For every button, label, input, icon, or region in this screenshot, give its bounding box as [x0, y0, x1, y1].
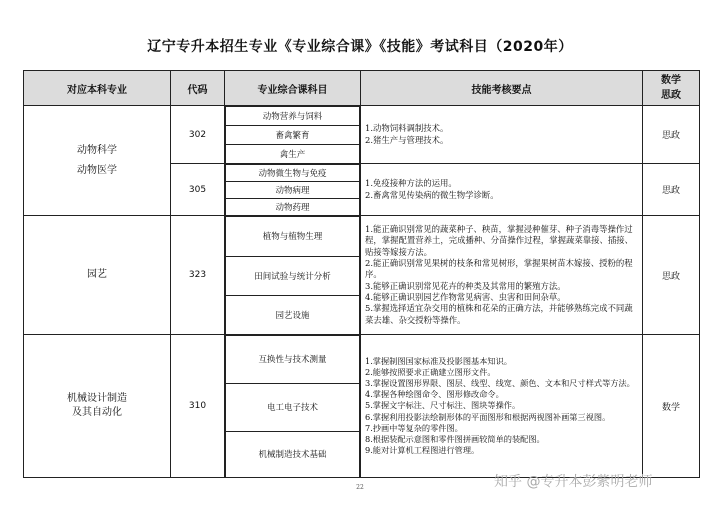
courses-cell — [225, 335, 361, 478]
course-item: 动物微生物与免疫 — [226, 165, 360, 182]
skill-item: 2.猪生产与管理技术。 — [365, 134, 449, 145]
skill-item: 3.掌握设置图形界限、图层、线型、线宽、颜色、文本和尺寸样式等方法。 — [365, 377, 635, 388]
major-name: 动物科学 — [77, 144, 117, 156]
watermark: 知乎 @专升本彭紫明老师 — [494, 474, 653, 490]
page-title: 辽宁专升本招生专业《专业综合课》《技能》考试科目（2020年） — [147, 39, 573, 55]
skill-item: 1.免疫接种方法的运用。 — [365, 178, 457, 189]
major-cell — [24, 216, 171, 335]
table-row — [24, 335, 700, 478]
math-cell: 思政 — [643, 216, 700, 335]
courses-cell — [225, 164, 361, 216]
skill-item: 6.掌握利用投影法绘制形体的平面图形和根据两视图补画第三视图。 — [365, 411, 611, 422]
course-item: 动物营养与饲料 — [226, 107, 360, 126]
skill-item: 5.掌握文字标注、尺寸标注、图块等操作。 — [365, 400, 521, 411]
math-cell: 思政 — [643, 106, 700, 164]
course-item: 禽生产 — [226, 145, 360, 163]
skills-cell — [361, 216, 643, 335]
skill-item: 7.抄画中等复杂的零件图。 — [365, 422, 463, 433]
major-name: 园艺 — [87, 269, 107, 280]
skill-item: 5.掌握选择适宜杂交用的植株和花朵的正确方法，并能够熟练完成不同蔬菜去雄、杂交授粉等操作。 — [365, 303, 633, 325]
skill-item: 8.根据装配示意图和零件图拼画较简单的装配图。 — [365, 434, 545, 444]
header-major: 对应本科专业 — [24, 71, 171, 106]
major-cell — [24, 335, 171, 478]
course-item: 田间试验与统计分析 — [226, 256, 360, 296]
table-header-row — [24, 71, 700, 106]
major-cell — [24, 106, 171, 216]
table-row — [24, 106, 700, 164]
skills-cell — [361, 164, 643, 216]
course-item: 畜禽繁育 — [226, 126, 360, 145]
skills-cell — [361, 106, 643, 164]
skill-item: 1.掌握制图国家标准及投影图基本知识。 — [365, 355, 512, 366]
skill-item: 3.能够正确识别常见花卉的种类及其常用的繁殖方法。 — [365, 280, 566, 291]
courses-cell — [225, 106, 361, 164]
skill-item: 4.掌握各种绘图命令、图形修改命令。 — [365, 389, 504, 400]
skill-item: 2.能正确识别常见果树的枝条和常见树形，掌握果树苗木嫁接、授粉的程序。 — [365, 258, 633, 280]
course-item: 机械制造技术基础 — [226, 431, 360, 477]
skill-item: 9.能对计算机工程图进行管理。 — [365, 445, 480, 456]
skill-item: 2.能够按照要求正确建立图形文件。 — [365, 366, 496, 377]
math-cell: 数学 — [643, 335, 700, 478]
skill-item: 1.动物饲料调制技术。 — [365, 123, 449, 134]
course-item: 动物病理 — [226, 182, 360, 199]
course-item: 动物药理 — [226, 199, 360, 215]
header-courses: 专业综合课科目 — [225, 71, 361, 106]
course-item: 互换性与技术测量 — [226, 336, 360, 384]
page-number: 22 — [356, 484, 364, 491]
math-cell: 思政 — [643, 164, 700, 216]
course-item: 植物与植物生理 — [226, 217, 360, 257]
header-code: 代码 — [171, 71, 225, 106]
code-cell: 305 — [171, 164, 225, 216]
course-item: 园艺设施 — [226, 296, 360, 334]
code-cell: 302 — [171, 106, 225, 164]
course-item: 电工电子技术 — [226, 383, 360, 431]
header-math: 数学 思政 — [643, 71, 700, 106]
courses-cell — [225, 216, 361, 335]
header-skills: 技能考核要点 — [361, 71, 643, 106]
table-row — [24, 216, 700, 335]
code-cell: 310 — [171, 335, 225, 478]
major-name: 及其自动化 — [72, 407, 122, 418]
code-cell: 323 — [171, 216, 225, 335]
skill-item: 1.能正确识别常见的蔬菜种子、秧苗，掌握浸种催芽、种子消毒等操作过程，掌握配置营养土，完成播种、分苗操作过程，掌握蔬菜靠接、插接、贴接等嫁接方法。 — [365, 224, 633, 257]
exam-subjects-table — [23, 70, 700, 478]
skill-item: 2.畜禽常见传染病的微生物学诊断。 — [365, 189, 499, 200]
major-name: 动物医学 — [77, 164, 117, 176]
major-name: 机械设计制造 — [67, 393, 127, 404]
skills-cell — [361, 335, 643, 478]
skill-item: 4.能够正确识别园艺作物常见病害、虫害和田间杂草。 — [365, 291, 566, 302]
